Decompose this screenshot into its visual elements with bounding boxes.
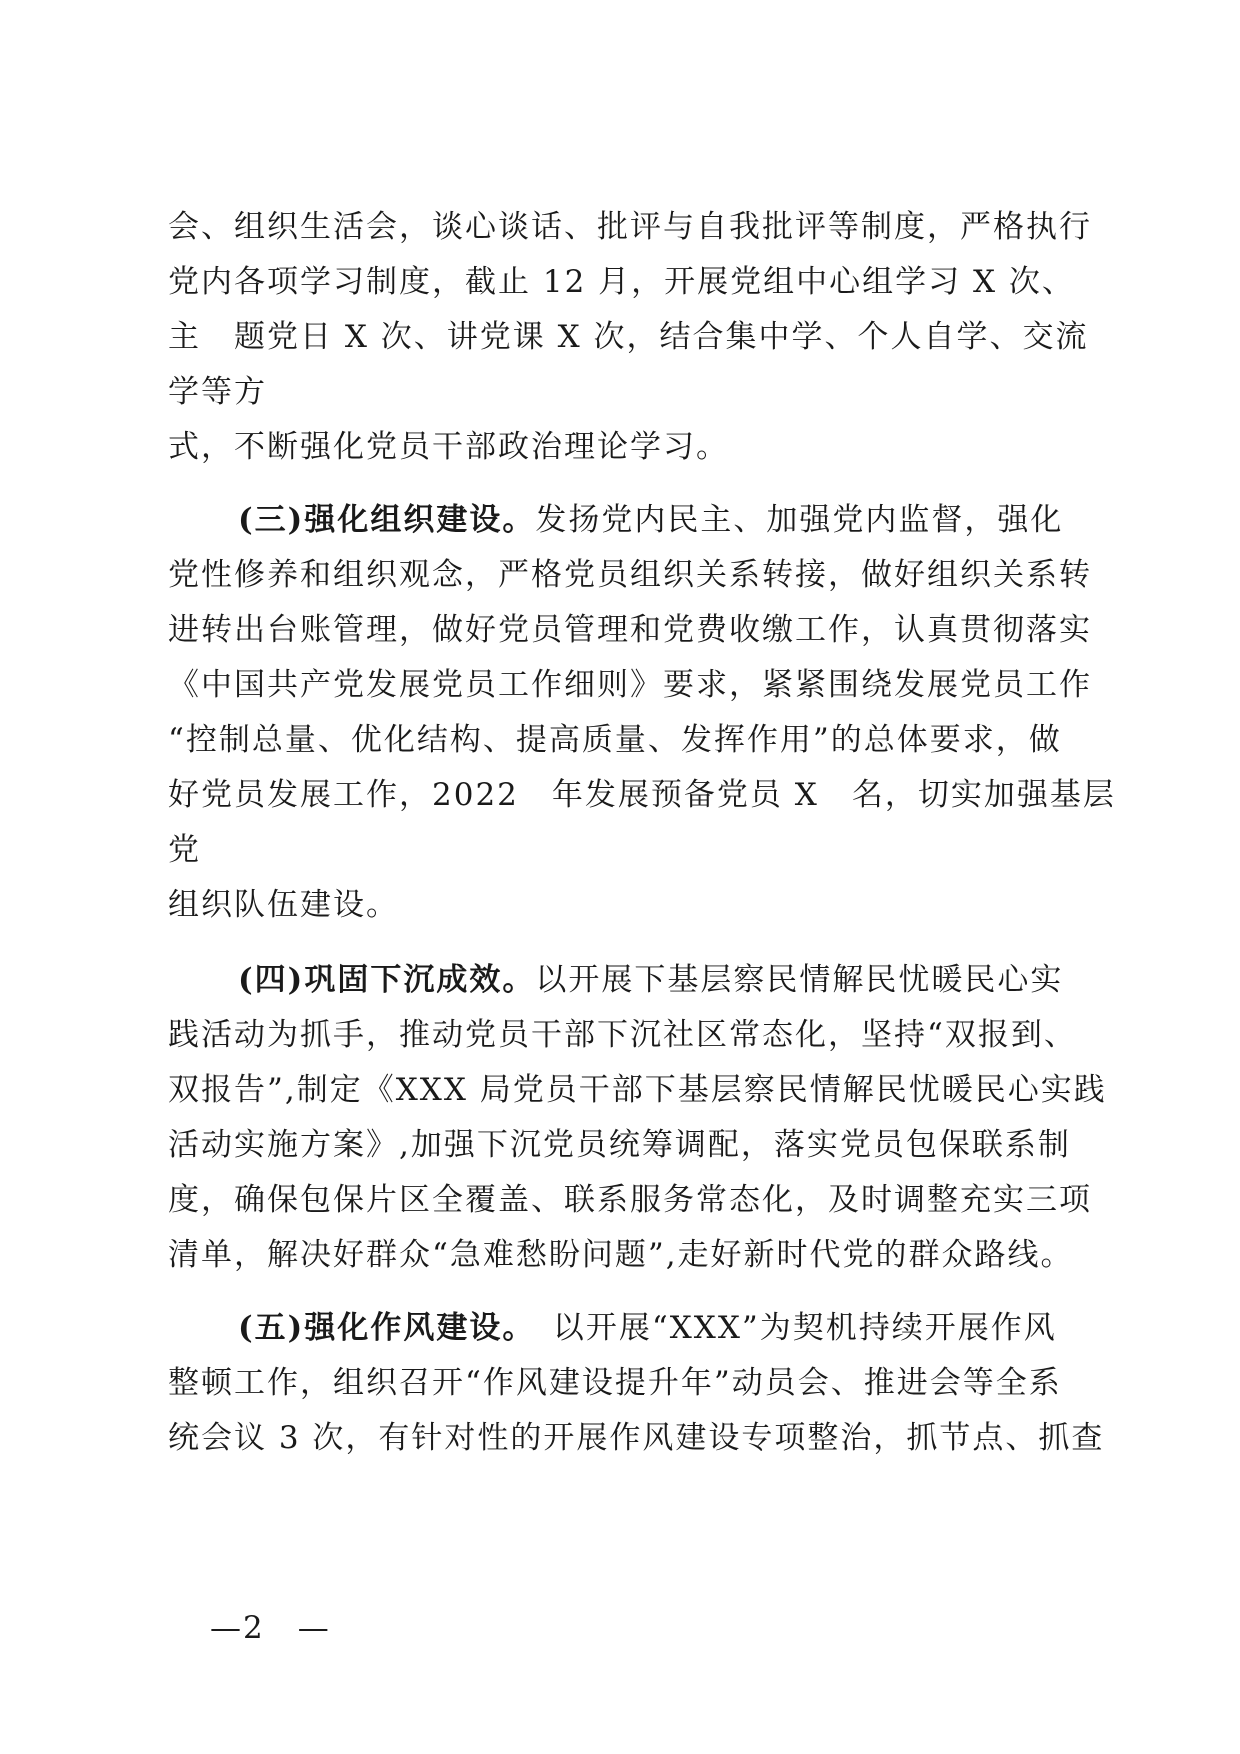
body-line: 会、组织生活会，谈心谈话、批评与自我批评等制度，严格执行 [168, 209, 1092, 245]
body-line: 好党员发展工作，2022 年发展预备党员 X 名，切实加强基层 [168, 777, 1116, 813]
section-paragraph-4-first-line [238, 960, 1063, 1000]
section-heading: (五)强化作风建设。 [238, 1310, 520, 1346]
body-line: 双报告”,制定《XXX 局党员干部下基层察民情解民忧暖民心实践 [168, 1072, 1107, 1108]
section-text: 发扬党内民主、加强党内监督，强化 [535, 502, 1064, 538]
body-line: 统会议 3 次，有针对性的开展作风建设专项整治，抓节点、抓查 [168, 1420, 1105, 1456]
body-line: 式，不断强化党员干部政治理论学习。 [168, 429, 729, 465]
body-line: 党 [168, 832, 201, 868]
section-paragraph-3-first-line [238, 500, 1063, 540]
body-line: 进转出台账管理，做好党员管理和党费收缴工作，认真贯彻落实 [168, 612, 1092, 648]
body-line: “控制总量、优化结构、提高质量、发挥作用”的总体要求，做 [168, 722, 1062, 758]
section-heading: (三)强化组织建设。 [238, 502, 536, 538]
section-paragraph-5-first-line [238, 1308, 1057, 1348]
page-number: —2 — [210, 1610, 331, 1646]
section-text: 以开展“XXX”为契机持续开展作风 [519, 1310, 1057, 1346]
body-line: 清单，解决好群众“急难愁盼问题”,走好新时代党的群众路线。 [168, 1237, 1074, 1273]
section-heading: (四)巩固下沉成效。 [238, 962, 536, 998]
body-line: 党性修养和组织观念，严格党员组织关系转接，做好组织关系转 [168, 557, 1092, 593]
body-line: 《中国共产党发展党员工作细则》要求，紧紧围绕发展党员工作 [168, 667, 1092, 703]
body-line: 学等方 [168, 374, 267, 410]
body-line: 活动实施方案》,加强下沉党员统筹调配，落实党员包保联系制 [168, 1127, 1071, 1163]
body-line: 整顿工作，组织召开“作风建设提升年”动员会、推进会等全系 [168, 1365, 1062, 1401]
body-line: 主 题党日 X 次、讲党课 X 次，结合集中学、个人自学、交流 [168, 319, 1089, 355]
body-line: 党内各项学习制度，截止 12 月，开展党组中心组学习 X 次、 [168, 264, 1075, 300]
body-line: 度，确保包保片区全覆盖、联系服务常态化，及时调整充实三项 [168, 1182, 1092, 1218]
body-line: 践活动为抓手，推动党员干部下沉社区常态化，坚持“双报到、 [168, 1017, 1077, 1053]
section-text: 以开展下基层察民情解民忧暖民心实 [535, 962, 1064, 998]
body-line: 组织队伍建设。 [168, 887, 399, 923]
